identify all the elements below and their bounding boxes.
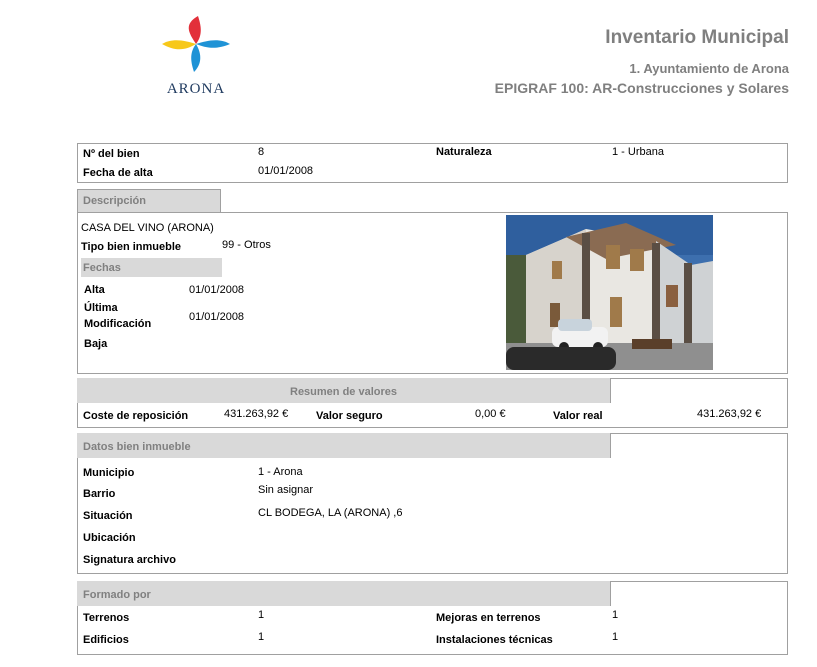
page-subtitle: 1. Ayuntamiento de Arona [629, 61, 789, 76]
descripcion-text: CASA DEL VINO (ARONA) [81, 222, 214, 234]
naturaleza-label: Naturaleza [436, 146, 492, 158]
signatura-label: Signatura archivo [83, 554, 176, 566]
municipio-label: Municipio [83, 467, 135, 479]
situacion-label: Situación [83, 510, 133, 522]
alta-label: Alta [84, 284, 105, 296]
tipo-bien-value: 99 - Otros [222, 239, 271, 251]
descripcion-header: Descripción [77, 189, 221, 212]
fechas-header: Fechas [81, 258, 222, 277]
valor-seguro-value: 0,00 € [475, 408, 506, 420]
resumen-header: Resumen de valores [77, 378, 611, 403]
mejoras-label: Mejoras en terrenos [436, 612, 541, 624]
edificios-value: 1 [258, 631, 265, 643]
tipo-bien-label: Tipo bien inmueble [81, 241, 182, 253]
ubicacion-label: Ubicación [83, 532, 136, 544]
coste-reposicion-value: 431.263,92 € [224, 408, 289, 420]
arona-pinwheel-icon [158, 14, 234, 76]
valor-real-label: Valor real [553, 410, 603, 422]
terrenos-value: 1 [258, 609, 265, 621]
terrenos-label: Terrenos [83, 612, 130, 624]
arona-logo [158, 14, 234, 96]
ultima-mod-label-2: Modificación [84, 318, 152, 330]
ultima-mod-value: 01/01/2008 [189, 311, 245, 323]
valor-seguro-label: Valor seguro [316, 410, 383, 422]
municipio-value: 1 - Arona [258, 466, 303, 478]
page-title: Inventario Municipal [605, 27, 789, 48]
baja-label: Baja [84, 338, 108, 350]
coste-reposicion-label: Coste de reposición [83, 410, 189, 422]
building-photo [506, 215, 713, 370]
epigraph-title: EPIGRAF 100: AR-Construcciones y Solares [494, 80, 789, 96]
barrio-value: Sin asignar [258, 484, 314, 496]
ultima-mod-label-1: Última [84, 302, 118, 314]
mejoras-value: 1 [612, 609, 619, 621]
num-bien-label: Nº del bien [83, 148, 140, 160]
fecha-alta-label: Fecha de alta [83, 167, 153, 179]
fecha-alta-value: 01/01/2008 [258, 165, 314, 177]
instalaciones-value: 1 [612, 631, 619, 643]
barrio-label: Barrio [83, 488, 116, 500]
situacion-value: CL BODEGA, LA (ARONA) ,6 [258, 507, 403, 519]
instalaciones-label: Instalaciones técnicas [436, 634, 553, 646]
bien-box [77, 143, 788, 183]
valor-real-value: 431.263,92 € [697, 408, 762, 420]
alta-value: 01/01/2008 [189, 284, 245, 296]
edificios-label: Edificios [83, 634, 129, 646]
num-bien-value: 8 [258, 146, 265, 158]
datos-header: Datos bien inmueble [77, 433, 611, 458]
naturaleza-value: 1 - Urbana [612, 146, 664, 158]
formado-header: Formado por [77, 581, 611, 606]
logo-text: ARONA [166, 81, 226, 97]
